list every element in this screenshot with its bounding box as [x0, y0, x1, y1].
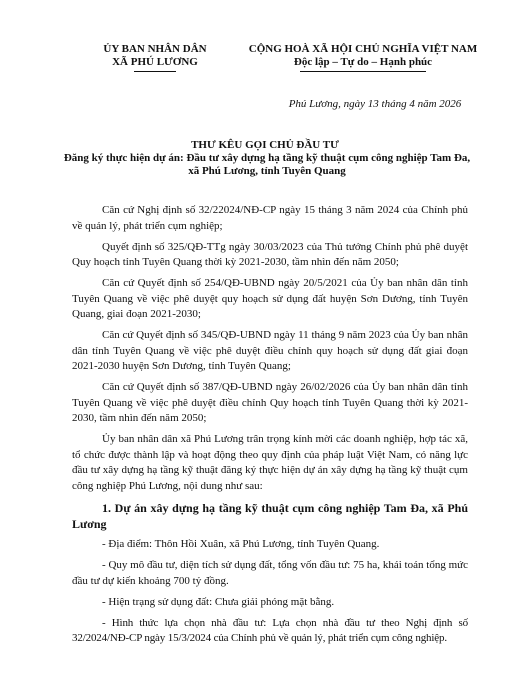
agency-name-line2: XÃ PHÚ LƯƠNG [112, 56, 198, 68]
agency-name-line1: ỦY BAN NHÂN DÂN [103, 43, 207, 55]
document-subtitle: Đăng ký thực hiện dự án: Đầu tư xây dựng hạ tầng kỹ thuật cụm công nghiệp Tam Đa, xã Phú Lương, tỉnh Tuyên Quang [63, 152, 471, 177]
nation-name: CỘNG HOÀ XÃ HỘI CHỦ NGHĨA VIỆT NAM [248, 43, 478, 55]
paragraph-legal-basis-2: Quyết định số 325/QĐ-TTg ngày 30/03/2023 của Thủ tướng Chính phủ phê duyệt Quy hoạch tỉnh Tuyên Quang thời kỳ 2021-2030, tầm nhìn đến năm 2050; [72, 240, 468, 268]
document-title: THƯ KÊU GỌI CHỦ ĐẦU TƯ [191, 139, 339, 151]
paragraph-legal-basis-1: Căn cứ Nghị định số 32/22024/NĐ-CP ngày 15 tháng 3 năm 2024 của Chính phủ về quản lý, phát triển cụm nghiệp; [72, 204, 468, 232]
section-1-selection-method: - Hình thức lựa chọn nhà đầu tư: Lựa chọn nhà đầu tư theo Nghị định số 32/2024/NĐ-CP ngày 15/3/2024 của Chính phủ về quản lý, phát triển cụm công nghiệp. [72, 616, 468, 644]
section-1-heading: 1. Dự án xây dựng hạ tầng kỹ thuật cụm công nghiệp Tam Đa, xã Phú Lương [72, 500, 468, 531]
paragraph-legal-basis-4: Căn cứ Quyết định số 345/QĐ-UBND ngày 11 tháng 9 năm 2023 của Ủy ban nhân dân tỉnh Tuyên Quang về việc phê duyệt điều chỉnh quy hoạch sử dụng đất giai đoạn 2021-2030 huyện Sơn Dương, tỉnh Tuyên Quang; [72, 329, 468, 372]
national-motto: Độc lập – Tự do – Hạnh phúc [293, 56, 433, 68]
national-header [240, 43, 486, 69]
issuing-agency [80, 43, 230, 69]
section-1-land-status: - Hiện trạng sử dụng đất: Chưa giải phóng mặt bằng. [102, 595, 335, 608]
paragraph-invitation: Ủy ban nhân dân xã Phú Lương trân trọng kính mời các doanh nghiệp, hợp tác xã, tổ chức được thành lập và hoạt động theo quy định của pháp luật Việt Nam, có năng lực đầu tư xây dựng hạ tầng kỹ thuật đăng ký thực hiện dự án xây dựng hạ tầng kỹ thuật cụm công nghiệp Phú Lương, nội dung như sau: [72, 433, 468, 492]
paragraph-legal-basis-3: Căn cứ Quyết định số 254/QĐ-UBND ngày 20/5/2021 của Ủy ban nhân dân tỉnh Tuyên Quang về việc phê duyệt quy hoạch sử dụng đất huyện Sơn Dương, tỉnh Tuyên Quang, giai đoạn 2021-2030; [72, 277, 468, 320]
document-body [72, 203, 468, 652]
section-1-scale: - Quy mô đầu tư, diện tích sử dụng đất, tổng vốn đầu tư: 75 ha, khái toán tổng mức đầu tư dự kiến khoảng 700 tỷ đồng. [72, 559, 468, 587]
date-line: Phú Lương, ngày 13 tháng 4 năm 2026 [288, 98, 462, 110]
section-1-location: - Địa điểm: Thôn Hồi Xuân, xã Phú Lương, tỉnh Tuyên Quang. [102, 538, 380, 550]
paragraph-legal-basis-5: Căn cứ Quyết định số 387/QĐ-UBND ngày 26/02/2026 của Ủy ban nhân dân tỉnh Tuyên Quang về việc phê duyệt điều chỉnh Quy hoạch tỉnh Tuyên Quang thời kỳ 2021-2030, tầm nhìn đến năm 2050; [72, 381, 468, 424]
